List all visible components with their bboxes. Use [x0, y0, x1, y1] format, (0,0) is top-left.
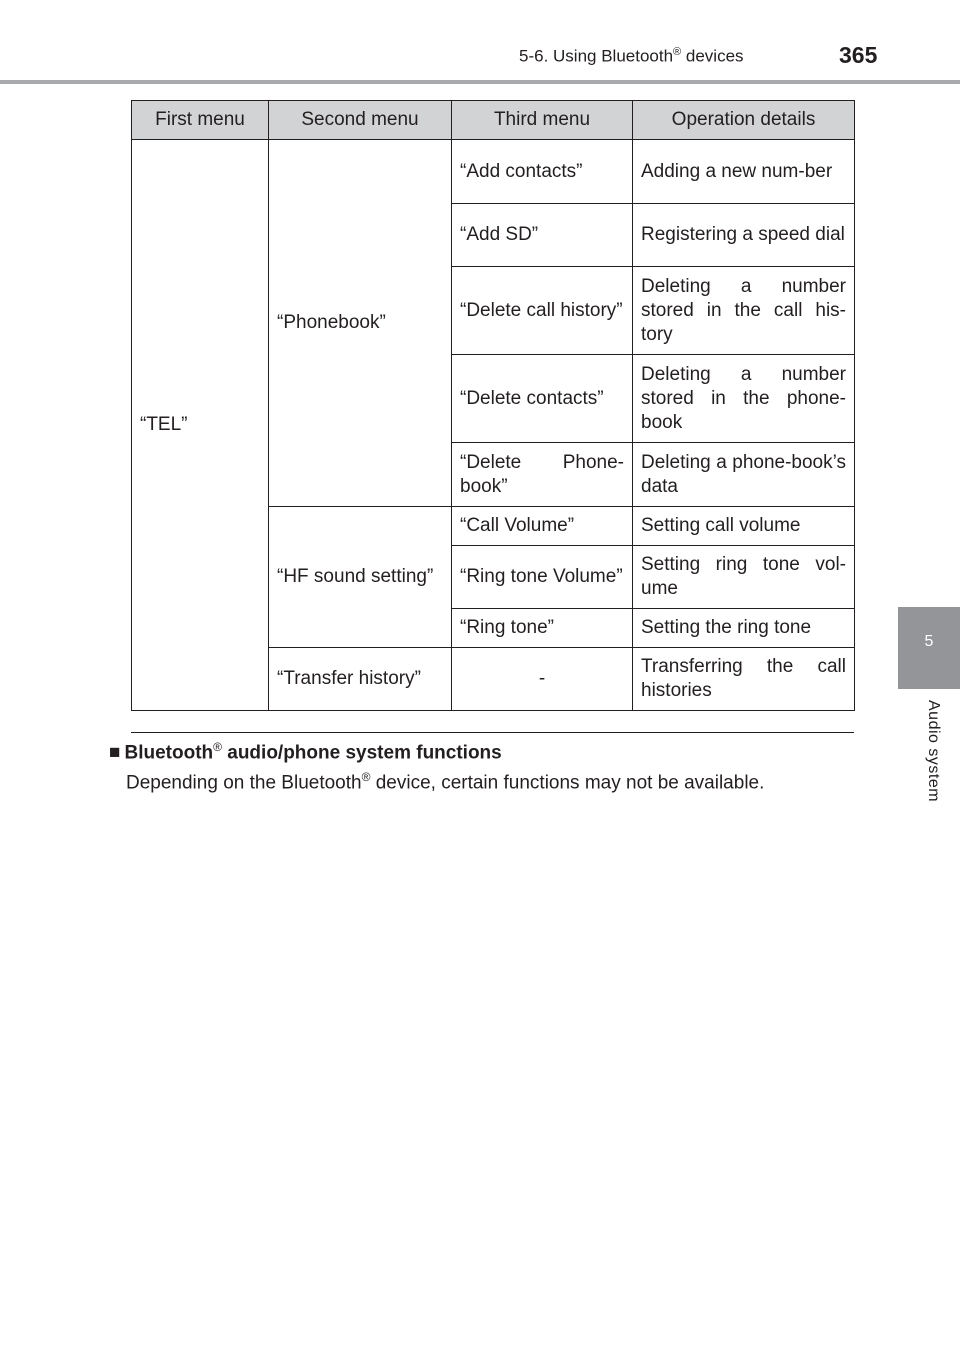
- first-menu-tel: “TEL”: [132, 140, 269, 711]
- section-body: [126, 770, 764, 794]
- third-menu-cell: “Delete call history”: [452, 267, 633, 355]
- heading-suffix: audio/phone system functions: [221, 742, 502, 764]
- operation-details-cell: Transferring the call histories: [633, 648, 855, 711]
- registered-mark: ®: [673, 46, 682, 58]
- operation-details-cell: Deleting a number stored in the phone-book: [633, 355, 855, 443]
- operation-details-cell: Setting call volume: [633, 507, 855, 546]
- table-header-row: [132, 101, 855, 140]
- registered-mark: ®: [213, 740, 222, 754]
- body-text: Depending on the Bluetooth: [126, 772, 362, 794]
- header-operation-details: Operation details: [633, 101, 855, 140]
- section-title-text: 5-6. Using Bluetooth: [519, 46, 674, 66]
- header-first-menu: First menu: [132, 101, 269, 140]
- section-title: [519, 46, 744, 67]
- header-second-menu: Second menu: [269, 101, 452, 140]
- heading-text: Bluetooth: [124, 742, 214, 764]
- third-menu-cell: “Add contacts”: [452, 140, 633, 204]
- chapter-number: 5: [924, 633, 934, 650]
- body-suffix: device, certain functions may not be available.: [370, 772, 765, 794]
- second-menu-hf-sound: “HF sound setting”: [269, 507, 452, 648]
- operation-details-cell: Deleting a number stored in the call his-tory: [633, 267, 855, 355]
- table-bottom-divider: [131, 732, 854, 733]
- operation-details-cell: Adding a new num-ber: [633, 140, 855, 204]
- header-third-menu: Third menu: [452, 101, 633, 140]
- page-number: 365: [839, 42, 878, 68]
- menu-table: [131, 100, 855, 711]
- table-row: [132, 140, 855, 204]
- third-menu-cell: -: [452, 648, 633, 711]
- section-title-suffix: devices: [681, 46, 744, 66]
- operation-details-cell: Registering a speed dial: [633, 204, 855, 267]
- operation-details-cell: Setting the ring tone: [633, 609, 855, 648]
- third-menu-cell: “Delete Phone-book”: [452, 443, 633, 507]
- third-menu-cell: “Call Volume”: [452, 507, 633, 546]
- operation-details-cell: Deleting a phone-book’s data: [633, 443, 855, 507]
- section-heading: [109, 740, 502, 764]
- third-menu-cell: “Delete contacts”: [452, 355, 633, 443]
- second-menu-transfer: “Transfer history”: [269, 648, 452, 711]
- operation-details-cell: Setting ring tone vol-ume: [633, 546, 855, 609]
- third-menu-cell: “Ring tone”: [452, 609, 633, 648]
- third-menu-cell: “Ring tone Volume”: [452, 546, 633, 609]
- second-menu-phonebook: “Phonebook”: [269, 140, 452, 507]
- square-bullet-icon: ■: [109, 742, 121, 764]
- header-divider: [0, 80, 960, 84]
- third-menu-cell: “Add SD”: [452, 204, 633, 267]
- chapter-label: Audio system: [925, 700, 942, 803]
- chapter-tab: [898, 607, 960, 689]
- registered-mark: ®: [361, 770, 371, 784]
